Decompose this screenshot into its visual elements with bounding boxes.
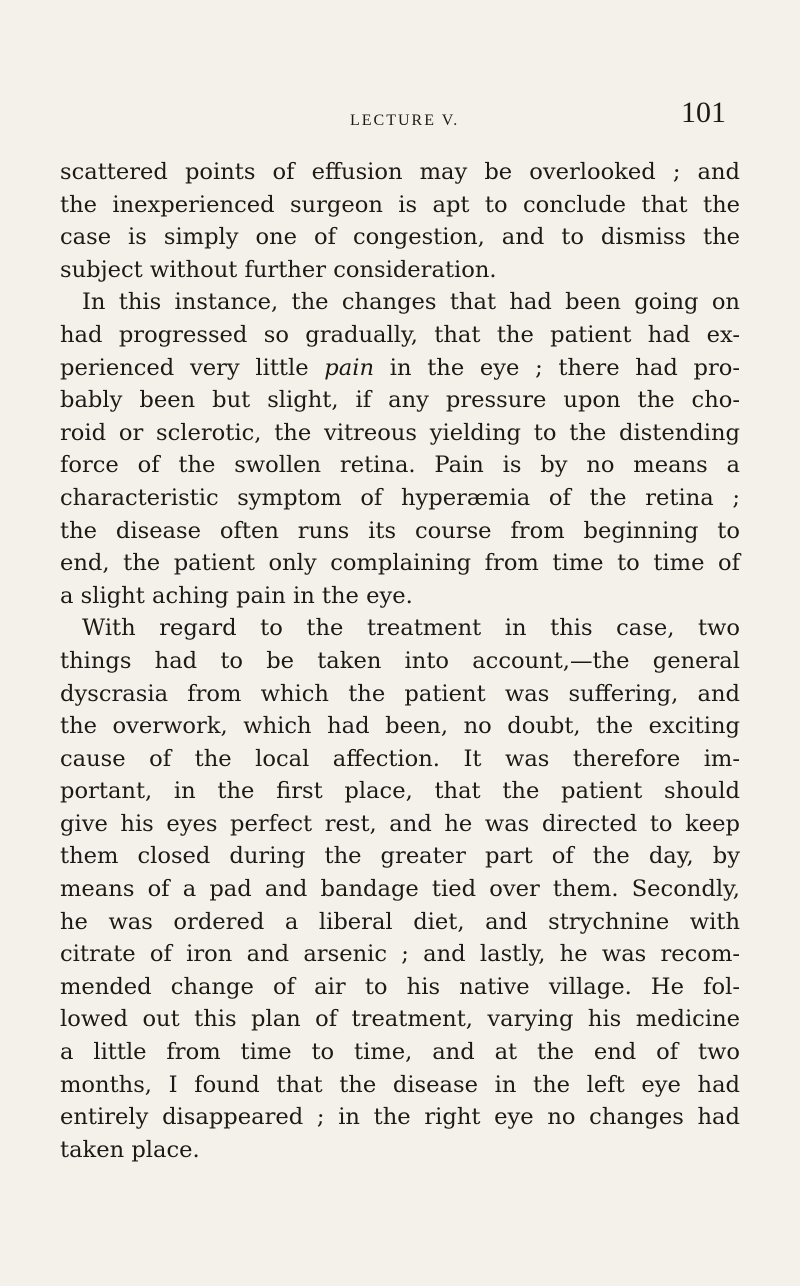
text-line: entirely disappeared ; in the right eye no changes had bbox=[60, 1104, 740, 1131]
text-line: means of a pad and bandage tied over them. Secondly, bbox=[60, 876, 740, 903]
text-line: portant, in the first place, that the patient should bbox=[60, 778, 740, 805]
text-line: bably been but slight, if any pressure upon the cho- bbox=[60, 387, 740, 414]
text-line: a slight aching pain in the eye. bbox=[60, 582, 413, 609]
text-line: them closed during the greater part of the day, by bbox=[60, 843, 740, 870]
text-line: force of the swollen retina. Pain is by no means a bbox=[60, 452, 740, 479]
text-line: had progressed so gradually, that the patient had ex- bbox=[60, 321, 740, 348]
text-line: things had to be taken into account,—the general bbox=[60, 647, 740, 674]
text-line: months, I found that the disease in the left eye had bbox=[60, 1071, 740, 1098]
text-line: a little from time to time, and at the end of two bbox=[60, 1039, 740, 1066]
text-line: With regard to the treatment in this case, two bbox=[82, 615, 740, 642]
emphasized-word: pain bbox=[324, 354, 375, 381]
text-line: the disease often runs its course from beginning to bbox=[60, 517, 740, 544]
text-line: roid or sclerotic, the vitreous yielding to the distending bbox=[60, 419, 740, 446]
text-line: lowed out this plan of treatment, varying his medicine bbox=[60, 1006, 740, 1033]
text-line: citrate of iron and arsenic ; and lastly, he was recom- bbox=[60, 941, 740, 968]
text-line: scattered points of effusion may be overlooked ; and bbox=[60, 159, 740, 185]
line-part: in the eye ; there had pro- bbox=[374, 354, 740, 381]
text-line-with-italic bbox=[60, 352, 740, 385]
text-line: subject without further consideration. bbox=[60, 256, 497, 283]
page-header bbox=[60, 96, 740, 140]
text-line: characteristic symptom of hyperæmia of the retina ; bbox=[60, 484, 740, 511]
text-line: cause of the local affection. It was therefore im- bbox=[60, 745, 740, 772]
text-line: dyscrasia from which the patient was suffering, and bbox=[60, 680, 740, 707]
line-part: perienced very little bbox=[60, 354, 325, 381]
text-line: he was ordered a liberal diet, and strychnine with bbox=[60, 908, 740, 935]
text-line: In this instance, the changes that had been going on bbox=[82, 289, 740, 316]
running-head: LECTURE V. bbox=[350, 112, 460, 129]
text-line: the inexperienced surgeon is apt to conclude that the bbox=[60, 191, 740, 218]
text-line: case is simply one of congestion, and to dismiss the bbox=[60, 224, 740, 251]
page-number: 101 bbox=[681, 96, 726, 129]
text-line: taken place. bbox=[60, 1136, 200, 1163]
text-line: mended change of air to his native village. He fol- bbox=[60, 973, 740, 1000]
text-line: give his eyes perfect rest, and he was directed to keep bbox=[60, 810, 740, 837]
text-line: end, the patient only complaining from time to time of bbox=[60, 550, 740, 577]
body-text bbox=[60, 156, 740, 1166]
text-line: the overwork, which had been, no doubt, the exciting bbox=[60, 713, 740, 740]
